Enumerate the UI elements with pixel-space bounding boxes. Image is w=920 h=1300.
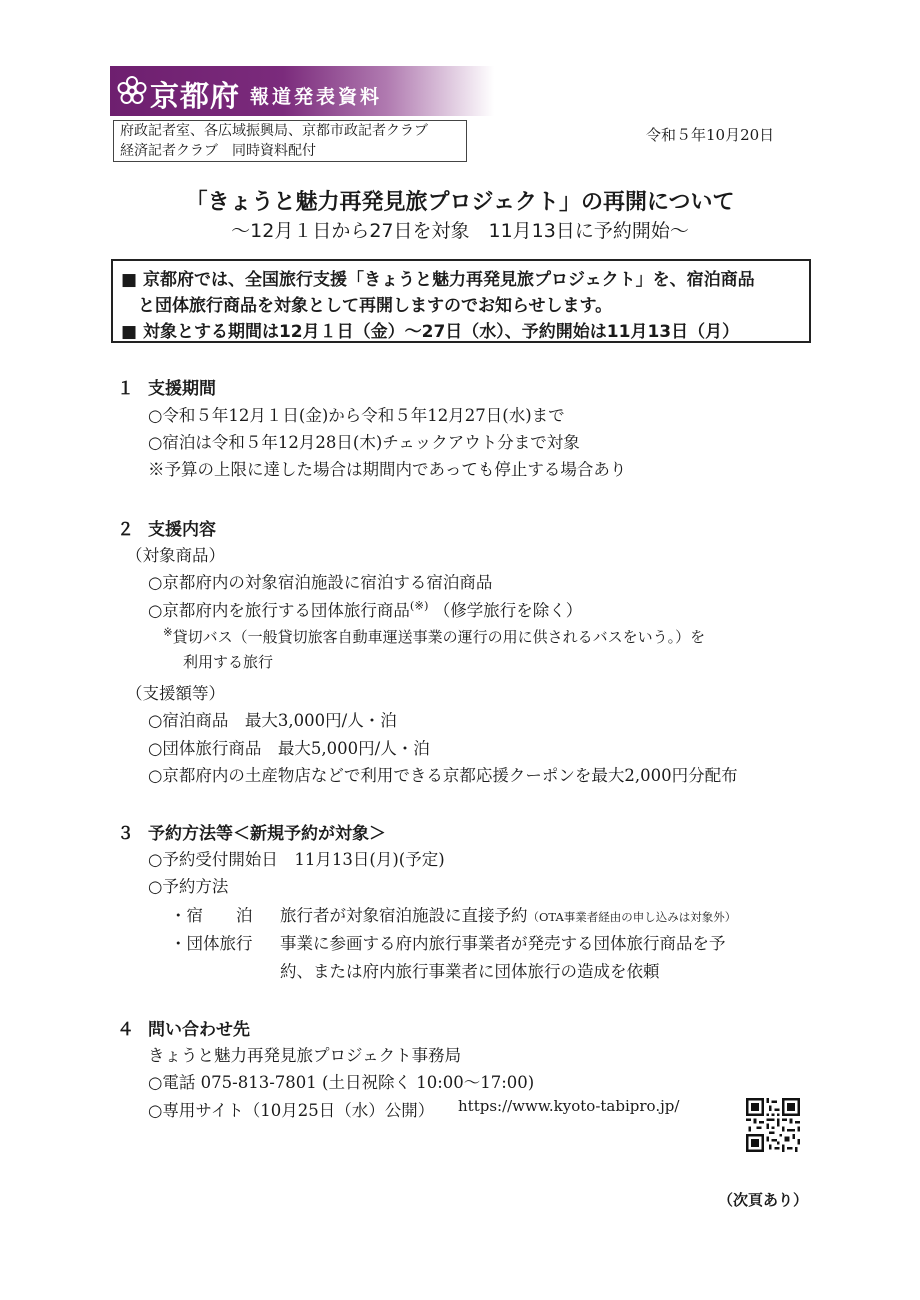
qr-code-icon[interactable]: [746, 1098, 800, 1152]
contact-site-url[interactable]: https://www.kyoto-tabipro.jp/: [458, 1097, 680, 1115]
summary-line-2: と団体旅行商品を対象として再開しますのでお知らせします。: [121, 296, 613, 316]
stay-method: [280, 902, 736, 926]
footnote-line-2: 利用する旅行: [183, 653, 274, 671]
group-label: ・団体旅行: [170, 934, 253, 953]
summary-line-1: ■ 京都府では、全国旅行支援「きょうと魅力再発見旅プロジェクト」を、宿泊商品: [121, 270, 755, 290]
section-1-heading: 支援期間: [148, 379, 216, 399]
section-1-line-2: ○宿泊は令和５年12月28日(木)チェックアウト分まで対象: [148, 433, 580, 452]
section-1-number: １: [117, 379, 134, 399]
group-method-line-1: 事業に参画する府内旅行事業者が発売する団体旅行商品を予: [280, 934, 726, 953]
section-4-heading: 問い合わせ先: [148, 1020, 250, 1040]
summary-box: [111, 259, 811, 343]
release-date: 令和５年10月20日: [646, 126, 775, 144]
section-4-number: ４: [117, 1020, 134, 1040]
stay-label: ・宿 泊: [170, 906, 253, 925]
amount-item-1: ○宿泊商品 最大3,000円/人・泊: [148, 711, 397, 730]
distribution-line-2: 経済記者クラブ 同時資料配付: [120, 143, 316, 159]
footnote-line-1: [163, 625, 705, 647]
target-item-2-main: ○京都府内を旅行する団体旅行商品: [148, 601, 410, 620]
section-3-number: ３: [117, 824, 134, 844]
page-title: 「きょうと魅力再発見旅プロジェクト」の再開について: [185, 190, 735, 215]
section-1-line-3: ※予算の上限に達した場合は期間内であっても停止する場合あり: [148, 460, 627, 479]
target-item-1: ○京都府内の対象宿泊施設に宿泊する宿泊商品: [148, 573, 493, 592]
section-3-heading: 予約方法等＜新規予約が対象＞: [148, 824, 386, 844]
group-method-line-2: 約、または府内旅行事業者に団体旅行の造成を依頼: [280, 962, 660, 981]
target-item-2: [148, 597, 582, 621]
footnote-note-mark: ※: [163, 625, 173, 639]
target-products-label: （対象商品）: [126, 546, 225, 565]
release-label: 報道発表資料: [250, 86, 383, 108]
stay-method-note: （OTA事業者経由の申し込みは対象外）: [527, 910, 737, 924]
contact-office: きょうと魅力再発見旅プロジェクト事務局: [148, 1046, 462, 1065]
section-2-heading: 支援内容: [148, 520, 216, 540]
support-amount-label: （支援額等）: [126, 684, 225, 703]
contact-phone: ○電話 075-813-7801 (土日祝除く 10:00～17:00): [148, 1073, 535, 1092]
target-item-2-tail: （修学旅行を除く）: [433, 601, 583, 620]
reservation-method: ○予約方法: [148, 877, 229, 896]
footnote-mark: (※): [409, 598, 429, 613]
reservation-start: ○予約受付開始日 11月13日(月)(予定): [148, 850, 445, 869]
summary-line-3: ■ 対象とする期間は12月１日（金）～27日（水）、予約開始は11月13日（月）: [121, 322, 740, 342]
press-release-banner: [110, 66, 494, 116]
page-subtitle: ～12月１日から27日を対象 11月13日に予約開始～: [231, 220, 689, 242]
prefecture-name: 京都府: [150, 79, 241, 113]
stay-method-text: 旅行者が対象宿泊施設に直接予約: [280, 906, 528, 925]
amount-item-3: ○京都府内の土産物店などで利用できる京都応援クーポンを最大2,000円分配布: [148, 766, 738, 785]
continued-note: （次頁あり）: [718, 1191, 809, 1209]
amount-item-2: ○団体旅行商品 最大5,000円/人・泊: [148, 739, 430, 758]
distribution-line-1: 府政記者室、各広域振興局、京都市政記者クラブ: [120, 123, 428, 139]
kyoto-flower-crest-icon: [116, 75, 148, 107]
footnote-text-1: 貸切バス（一般貸切旅客自動車運送事業の運行の用に供されるバスをいう。）を: [172, 628, 706, 646]
section-2-number: ２: [117, 520, 134, 540]
distribution-box: [113, 120, 467, 162]
contact-site-label: ○専用サイト（10月25日（水）公開）: [148, 1101, 435, 1120]
section-1-line-1: ○令和５年12月１日(金)から令和５年12月27日(水)まで: [148, 406, 565, 425]
